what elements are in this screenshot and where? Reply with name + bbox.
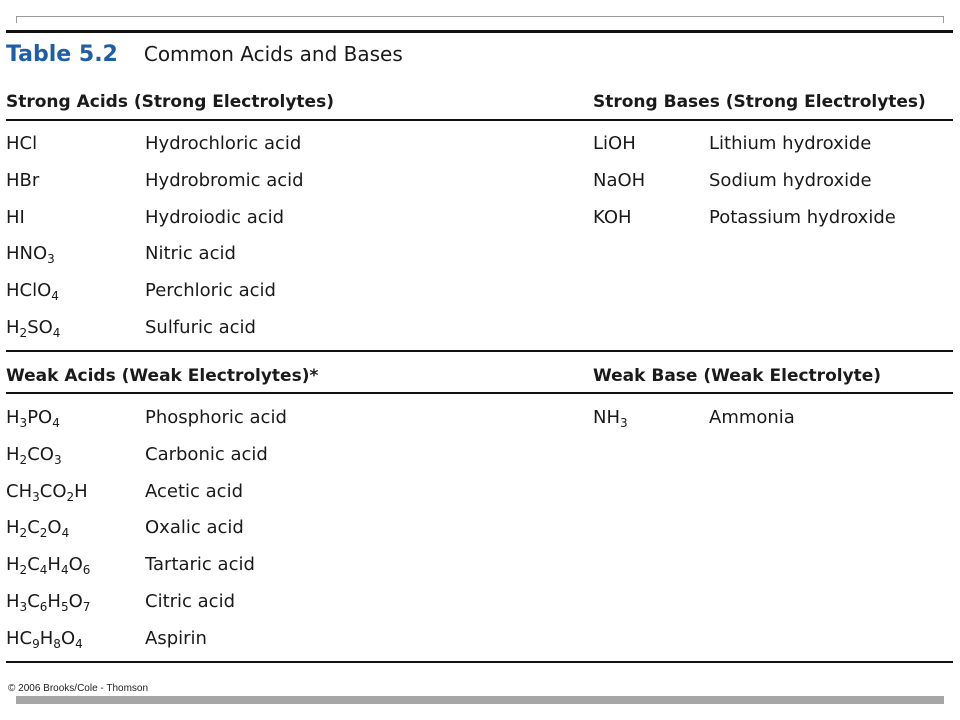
weak-acid-name: Phosphoric acid bbox=[145, 407, 287, 428]
strong-base-formula: NaOH bbox=[593, 169, 646, 191]
strong-acid-name: Hydrochloric acid bbox=[145, 133, 302, 154]
weak-acid-formula: $H_3C_6H_5O_7$ bbox=[6, 591, 91, 614]
copyright-notice: © 2006 Brooks/Cole - Thomson bbox=[8, 683, 149, 694]
weak-acid-formula: $HC_9H_8O_4$ bbox=[6, 627, 83, 651]
strong-acid-formula: $H_2SO_4$ bbox=[6, 317, 61, 340]
weak-base-header: Weak Base (Weak Electrolyte) bbox=[593, 366, 882, 386]
table-number: Table 5.2 bbox=[6, 42, 118, 67]
weak-base-formula: $NH_3$ bbox=[593, 407, 628, 430]
strong-acid-name: Hydroiodic acid bbox=[145, 206, 285, 228]
strong-bases-header: Strong Bases (Strong Electrolytes) bbox=[593, 92, 926, 112]
strong-base-name: Lithium hydroxide bbox=[709, 133, 872, 154]
weak-acid-name: Aspirin bbox=[145, 627, 207, 649]
header-rule-weak bbox=[6, 392, 953, 394]
strong-base-formula: KOH bbox=[593, 206, 632, 228]
weak-acid-name: Tartaric acid bbox=[145, 554, 255, 576]
table-caption bbox=[6, 38, 403, 70]
weak-base-name: Ammonia bbox=[709, 407, 795, 428]
weak-acid-formula: $H_2C_2O_4$ bbox=[6, 517, 70, 541]
strong-acid-name: Hydrobromic acid bbox=[145, 169, 304, 191]
weak-acid-name: Carbonic acid bbox=[145, 443, 268, 465]
strong-acid-formula: HI bbox=[6, 206, 25, 228]
strong-acid-name: Perchloric acid bbox=[145, 280, 276, 302]
table-title: Common Acids and Bases bbox=[143, 42, 403, 66]
weak-acid-name: Oxalic acid bbox=[145, 517, 244, 539]
strong-acids-header: Strong Acids (Strong Electrolytes) bbox=[6, 92, 334, 112]
strong-acid-formula: HCl bbox=[6, 133, 38, 154]
strong-base-formula: LiOH bbox=[593, 133, 636, 154]
strong-acid-name: Sulfuric acid bbox=[145, 317, 256, 338]
weak-acid-formula: $H_2C_4H_4O_6$ bbox=[6, 554, 91, 578]
strong-acid-name: Nitric acid bbox=[145, 243, 236, 265]
strong-base-name: Sodium hydroxide bbox=[709, 169, 872, 191]
header-rule-strong bbox=[6, 119, 953, 121]
weak-acid-formula: $H_2CO_3$ bbox=[6, 443, 62, 467]
weak-acid-formula: $CH_3CO_2H$ bbox=[6, 480, 88, 504]
weak-acids-header: Weak Acids (Weak Electrolytes)* bbox=[6, 366, 319, 386]
weak-acid-name: Acetic acid bbox=[145, 480, 243, 502]
footer-bar bbox=[16, 696, 944, 704]
weak-acid-formula: $H_3PO_4$ bbox=[6, 407, 60, 430]
top-frame-bracket bbox=[16, 16, 944, 23]
strong-acid-formula: $HNO_3$ bbox=[6, 243, 55, 267]
table-top-rule bbox=[6, 30, 953, 33]
strong-acid-formula: HClO$_4$ bbox=[6, 280, 59, 304]
strong-base-name: Potassium hydroxide bbox=[709, 206, 896, 228]
section-divider-rule bbox=[6, 350, 953, 352]
table-bottom-rule bbox=[6, 661, 953, 663]
strong-acid-formula: HBr bbox=[6, 169, 40, 191]
weak-acid-name: Citric acid bbox=[145, 591, 235, 612]
